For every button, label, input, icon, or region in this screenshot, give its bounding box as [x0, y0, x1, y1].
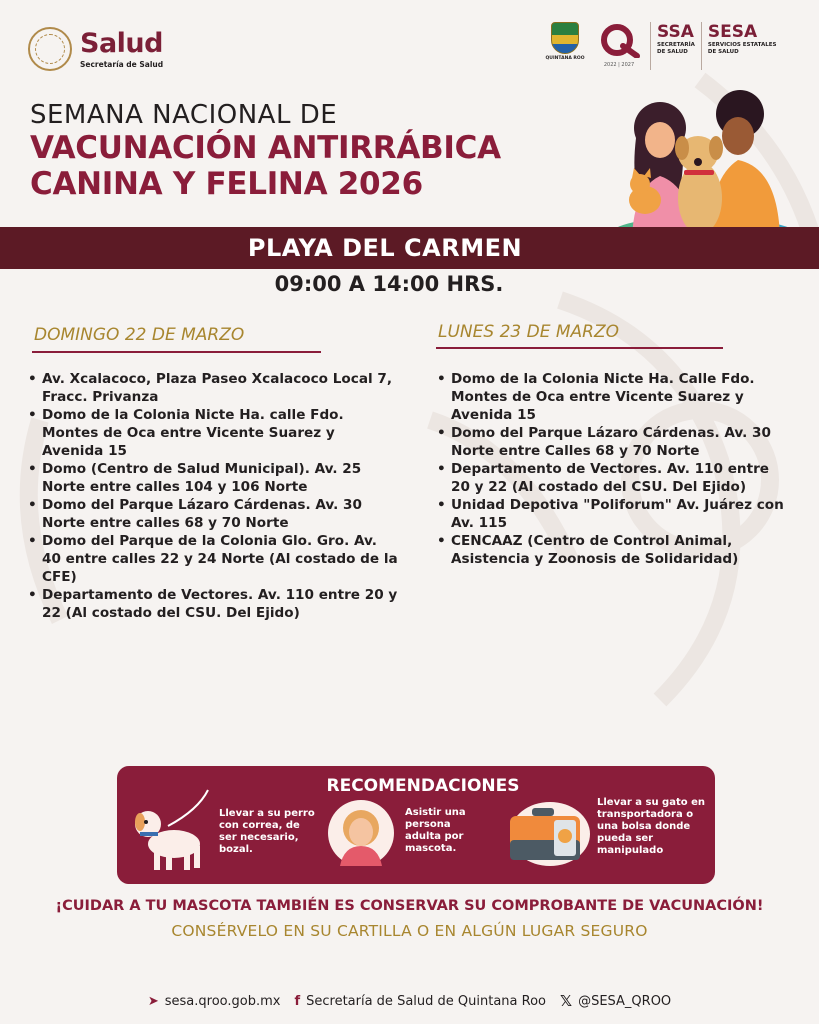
ssa-subtitle-2: DE SALUD: [657, 48, 688, 55]
recommendation-leash: Llevar a su perro con correa, de ser necesario, bozal.: [219, 808, 315, 855]
quintana-roo-shield-icon: [551, 22, 579, 54]
recommendation-carrier: Llevar a su gato en transportadora o una bolsa donde pueda ser manipulado: [597, 797, 705, 856]
list-item: • Domo de la Colonia Nicte Ha. calle Fdo. Montes de Oca entre Vicente Suarez y Avenida 15: [28, 406, 400, 460]
facebook-icon: f: [294, 993, 301, 1009]
list-item: • Domo del Parque Lázaro Cárdenas. Av. 30 Norte entre Calles 68 y 70 Norte: [437, 424, 791, 460]
ssa-name: SSA: [657, 22, 694, 42]
q-logo-icon: [597, 22, 641, 58]
footer-twitter[interactable]: [560, 992, 671, 1010]
list-item: • Departamento de Vectores. Av. 110 entre 20 y 22 (Al costado del CSU. Del Ejido): [437, 460, 791, 496]
day-2-site-list: [437, 370, 791, 568]
footer-facebook[interactable]: [294, 994, 546, 1009]
list-item: • CENCAAZ (Centro de Control Animal, Asistencia y Zoonosis de Solidaridad): [437, 532, 791, 568]
title-line-3: CANINA Y FELINA 2026: [30, 166, 423, 202]
list-item: • Domo (Centro de Salud Municipal). Av. 25 Norte entre calles 104 y 106 Norte: [28, 460, 400, 496]
footer: [0, 986, 819, 1016]
x-twitter-icon: 𝕏: [559, 992, 573, 1010]
schedule-hours: 09:00 A 14:00 HRS.: [274, 272, 504, 296]
ssa-logo: [657, 22, 695, 55]
twitter-text: @SESA_QROO: [578, 993, 672, 1009]
woman-face-icon: [328, 800, 394, 866]
dog-on-leash-icon: [130, 786, 212, 872]
sesa-logo: [708, 22, 777, 55]
salud-subtitle: Secretaría de Salud: [80, 59, 164, 69]
list-item: • Unidad Depotiva "Poliforum" Av. Juárez con Av. 115: [437, 496, 791, 532]
day-1-site-list: [28, 370, 400, 622]
sesa-subtitle-1: SERVICIOS ESTATALES: [707, 42, 777, 48]
website-text: sesa.qroo.gob.mx: [164, 993, 281, 1009]
day-1-underline: [32, 351, 321, 353]
logo-divider: [701, 22, 702, 70]
recommendation-adult: Asistir una persona adulta por mascota.: [405, 807, 466, 854]
mexico-seal-icon: [28, 27, 72, 71]
cursor-icon: ➤: [147, 993, 159, 1009]
care-notice-subtitle: CONSÉRVELO EN SU CARTILLA O EN ALGÚN LUGAR SEGURO: [171, 922, 648, 940]
day-2-underline: [436, 347, 723, 349]
sesa-subtitle-2: DE SALUD: [707, 48, 739, 55]
location-title: PLAYA DEL CARMEN: [247, 234, 523, 262]
footer-website[interactable]: [148, 994, 281, 1009]
list-item: • Domo del Parque Lázaro Cárdenas. Av. 30 Norte entre calles 68 y 70 Norte: [28, 496, 400, 532]
facebook-text: Secretaría de Salud de Quintana Roo: [306, 993, 546, 1009]
q-logo: [594, 22, 644, 68]
ssa-subtitle-1: SECRETARÍA: [657, 42, 695, 48]
care-notice: ¡CUIDAR A TU MASCOTA TAMBIÉN ES CONSERVAR SU COMPROBANTE DE VACUNACIÓN!: [55, 898, 764, 914]
salud-name: Salud: [80, 27, 163, 59]
salud-logo: [28, 27, 163, 71]
quintana-roo-logo: [545, 22, 585, 62]
q-years: 2022 | 2027: [603, 62, 635, 68]
list-item: • Av. Xcalacoco, Plaza Paseo Xcalacoco Local 7, Fracc. Privanza: [28, 370, 400, 406]
day-2-heading: LUNES 23 DE MARZO: [438, 322, 619, 342]
day-1-heading: DOMINGO 22 DE MARZO: [34, 325, 245, 345]
cat-carrier-icon: [504, 800, 590, 868]
quintana-roo-label: QUINTANA ROO: [545, 56, 585, 61]
recommendations-title: RECOMENDACIONES: [326, 776, 520, 796]
partner-logos: [545, 22, 777, 70]
list-item: • Domo del Parque de la Colonia Glo. Gro. Av. 40 entre calles 22 y 24 Norte (Al costado de la CFE): [28, 532, 400, 586]
title-line-1: SEMANA NACIONAL DE: [30, 100, 338, 130]
logo-divider: [650, 22, 651, 70]
title-line-2: VACUNACIÓN ANTIRRÁBICA: [30, 130, 501, 166]
list-item: • Domo de la Colonia Nicte Ha. Calle Fdo. Montes de Oca entre Vicente Suarez y Avenida 15: [437, 370, 791, 424]
list-item: • Departamento de Vectores. Av. 110 entre 20 y 22 (Al costado del CSU. Del Ejido): [28, 586, 400, 622]
sesa-name: SESA: [707, 22, 758, 42]
